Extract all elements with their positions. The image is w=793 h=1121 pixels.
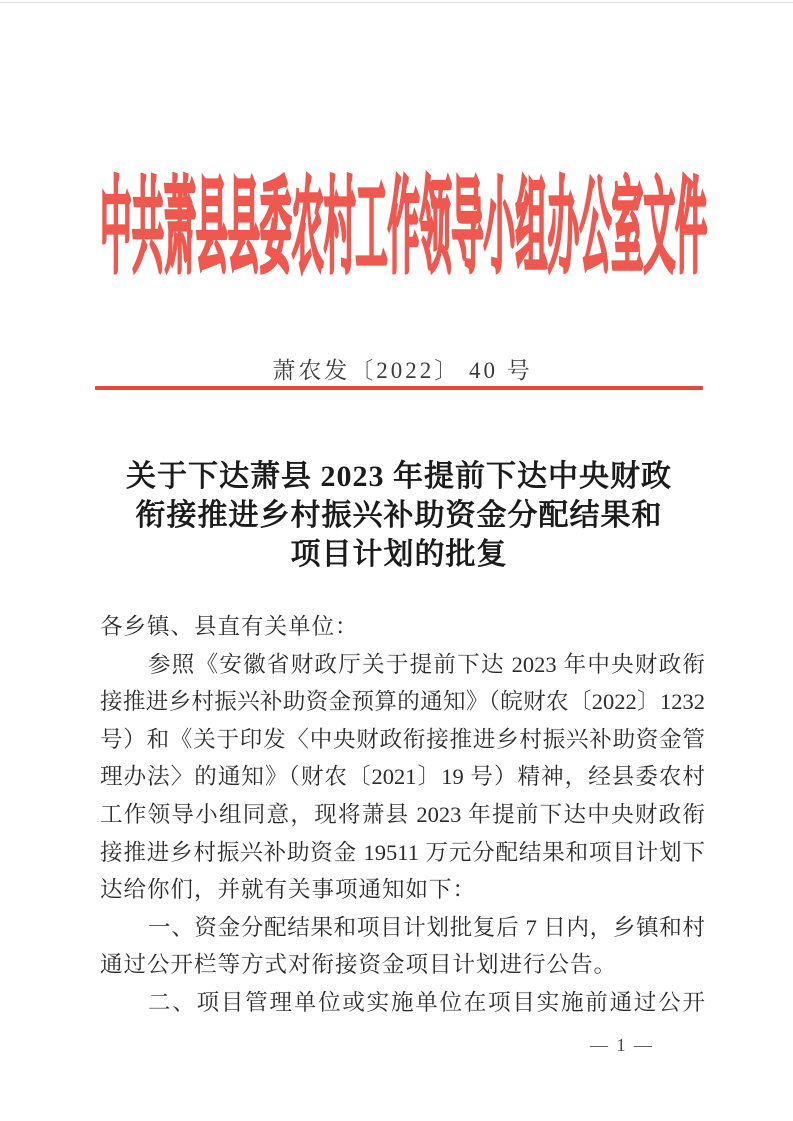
body-line: 接推进乡村振兴补助资金 19511 万元分配结果和项目计划下 (100, 839, 705, 865)
body-line: 工作领导小组同意，现将萧县 2023 年提前下达中央财政衔 (100, 801, 705, 827)
document-number: 萧农发〔2022〕 40 号 (272, 358, 533, 383)
title-line: 衔接推进乡村振兴补助资金分配结果和 (135, 499, 663, 532)
body-line: 理办法〉的通知》（财农〔2021〕19 号）精神，经县委农村 (100, 764, 705, 790)
document-title (94, 457, 704, 574)
body-line: 达给你们，并就有关事项通知如下： (100, 877, 477, 903)
document-header-banner (100, 173, 708, 288)
issuing-organization-title: 中共萧县县委农村工作领导小组办公室文件 (100, 173, 708, 287)
body-line: 号）和《关于印发〈中央财政衔接推进乡村振兴补助资金管 (100, 726, 705, 752)
body-line: 通过公开栏等方式对衔接资金项目计划进行公告。 (100, 952, 618, 978)
body-line: 参照《安徽省财政厅关于提前下达 2023 年中央财政衔 (148, 651, 705, 677)
body-line: 接推进乡村振兴补助资金预算的通知》（皖财农〔2022〕1232 (100, 689, 705, 715)
title-line: 项目计划的批复 (290, 538, 508, 571)
red-divider-line (95, 386, 703, 390)
body-line: 二、项目管理单位或实施单位在项目实施前通过公开 (148, 989, 705, 1015)
title-line: 关于下达萧县 2023 年提前下达中央财政 (126, 460, 672, 493)
body-line: 各乡镇、县直有关单位： (100, 614, 359, 639)
page-number: — 1 — (590, 1035, 654, 1055)
body-line: 一、资金分配结果和项目计划批复后 7 日内，乡镇和村 (148, 914, 705, 940)
document-body (100, 608, 705, 1022)
